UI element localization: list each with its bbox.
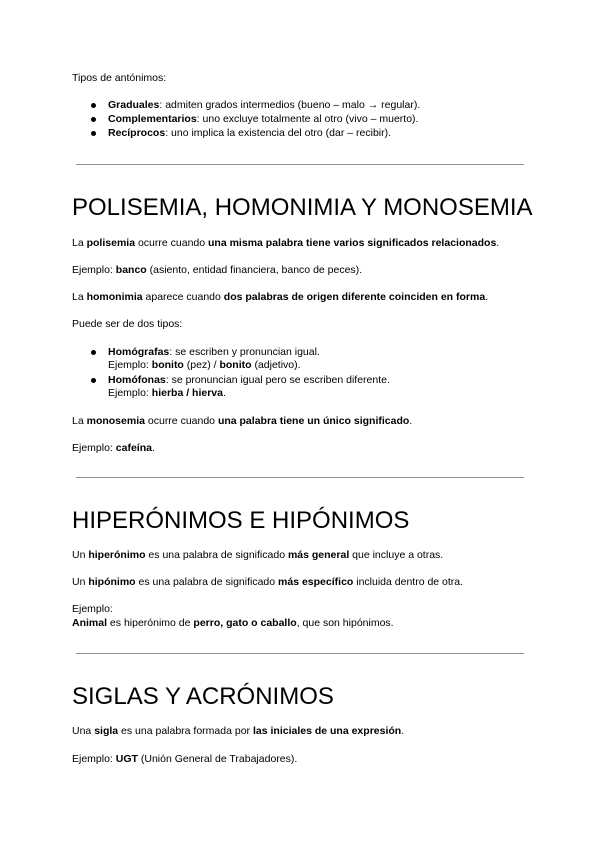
list-item: Complementarios: uno excluye totalmente al otro (vivo – muerto). <box>108 113 419 125</box>
paragraph-example-label: Ejemplo: <box>72 603 113 615</box>
paragraph-example-animal: Animal es hiperónimo de perro, gato o caballo, que son hipónimos. <box>72 617 394 629</box>
list-item: Graduales: admiten grados intermedios (bueno – malo → regular). <box>108 99 421 111</box>
paragraph-homonimia: La homonimia aparece cuando dos palabras de origen diferente coinciden en forma. <box>72 291 489 303</box>
divider <box>76 164 524 165</box>
paragraph-example-cafeina: Ejemplo: cafeína. <box>72 442 155 454</box>
paragraph-polisemia: La polisemia ocurre cuando una misma palabra tiene varios significados relacionados. <box>72 237 500 249</box>
section-heading-siglas: SIGLAS Y ACRÓNIMOS <box>72 683 334 710</box>
list-item: Homógrafas: se escriben y pronuncian igual. <box>108 346 320 358</box>
list-item: Homófonas: se pronuncian igual pero se escriben diferente. <box>108 374 390 386</box>
bullet-icon <box>91 103 96 108</box>
paragraph-hiponimo: Un hipónimo es una palabra de significado más específico incluida dentro de otra. <box>72 576 464 588</box>
paragraph-example-banco: Ejemplo: banco (asiento, entidad financiera, banco de peces). <box>72 264 363 276</box>
list-item: Recíprocos: uno implica la existencia del otro (dar – recibir). <box>108 127 392 139</box>
paragraph-hiperonimo: Un hiperónimo es una palabra de significado más general que incluye a otras. <box>72 549 444 561</box>
bullet-icon <box>91 378 96 383</box>
bullet-icon <box>91 350 96 355</box>
bullet-icon <box>91 131 96 136</box>
antonyms-intro: Tipos de antónimos: <box>72 72 167 84</box>
bullet-icon <box>91 117 96 122</box>
section-heading-hiperonimos: HIPERÓNIMOS E HIPÓNIMOS <box>72 507 410 534</box>
paragraph-example-ugt: Ejemplo: UGT (Unión General de Trabajadores). <box>72 753 298 765</box>
paragraph-tipos: Puede ser de dos tipos: <box>72 318 183 330</box>
list-item-example: Ejemplo: hierba / hierva. <box>108 387 226 399</box>
divider <box>76 477 524 478</box>
divider <box>76 653 524 654</box>
paragraph-monosemia: La monosemia ocurre cuando una palabra tiene un único significado. <box>72 415 413 427</box>
section-heading-polisemia: POLISEMIA, HOMONIMIA Y MONOSEMIA <box>72 194 533 221</box>
paragraph-sigla: Una sigla es una palabra formada por las iniciales de una expresión. <box>72 725 405 737</box>
list-item-example: Ejemplo: bonito (pez) / bonito (adjetivo). <box>108 359 301 371</box>
